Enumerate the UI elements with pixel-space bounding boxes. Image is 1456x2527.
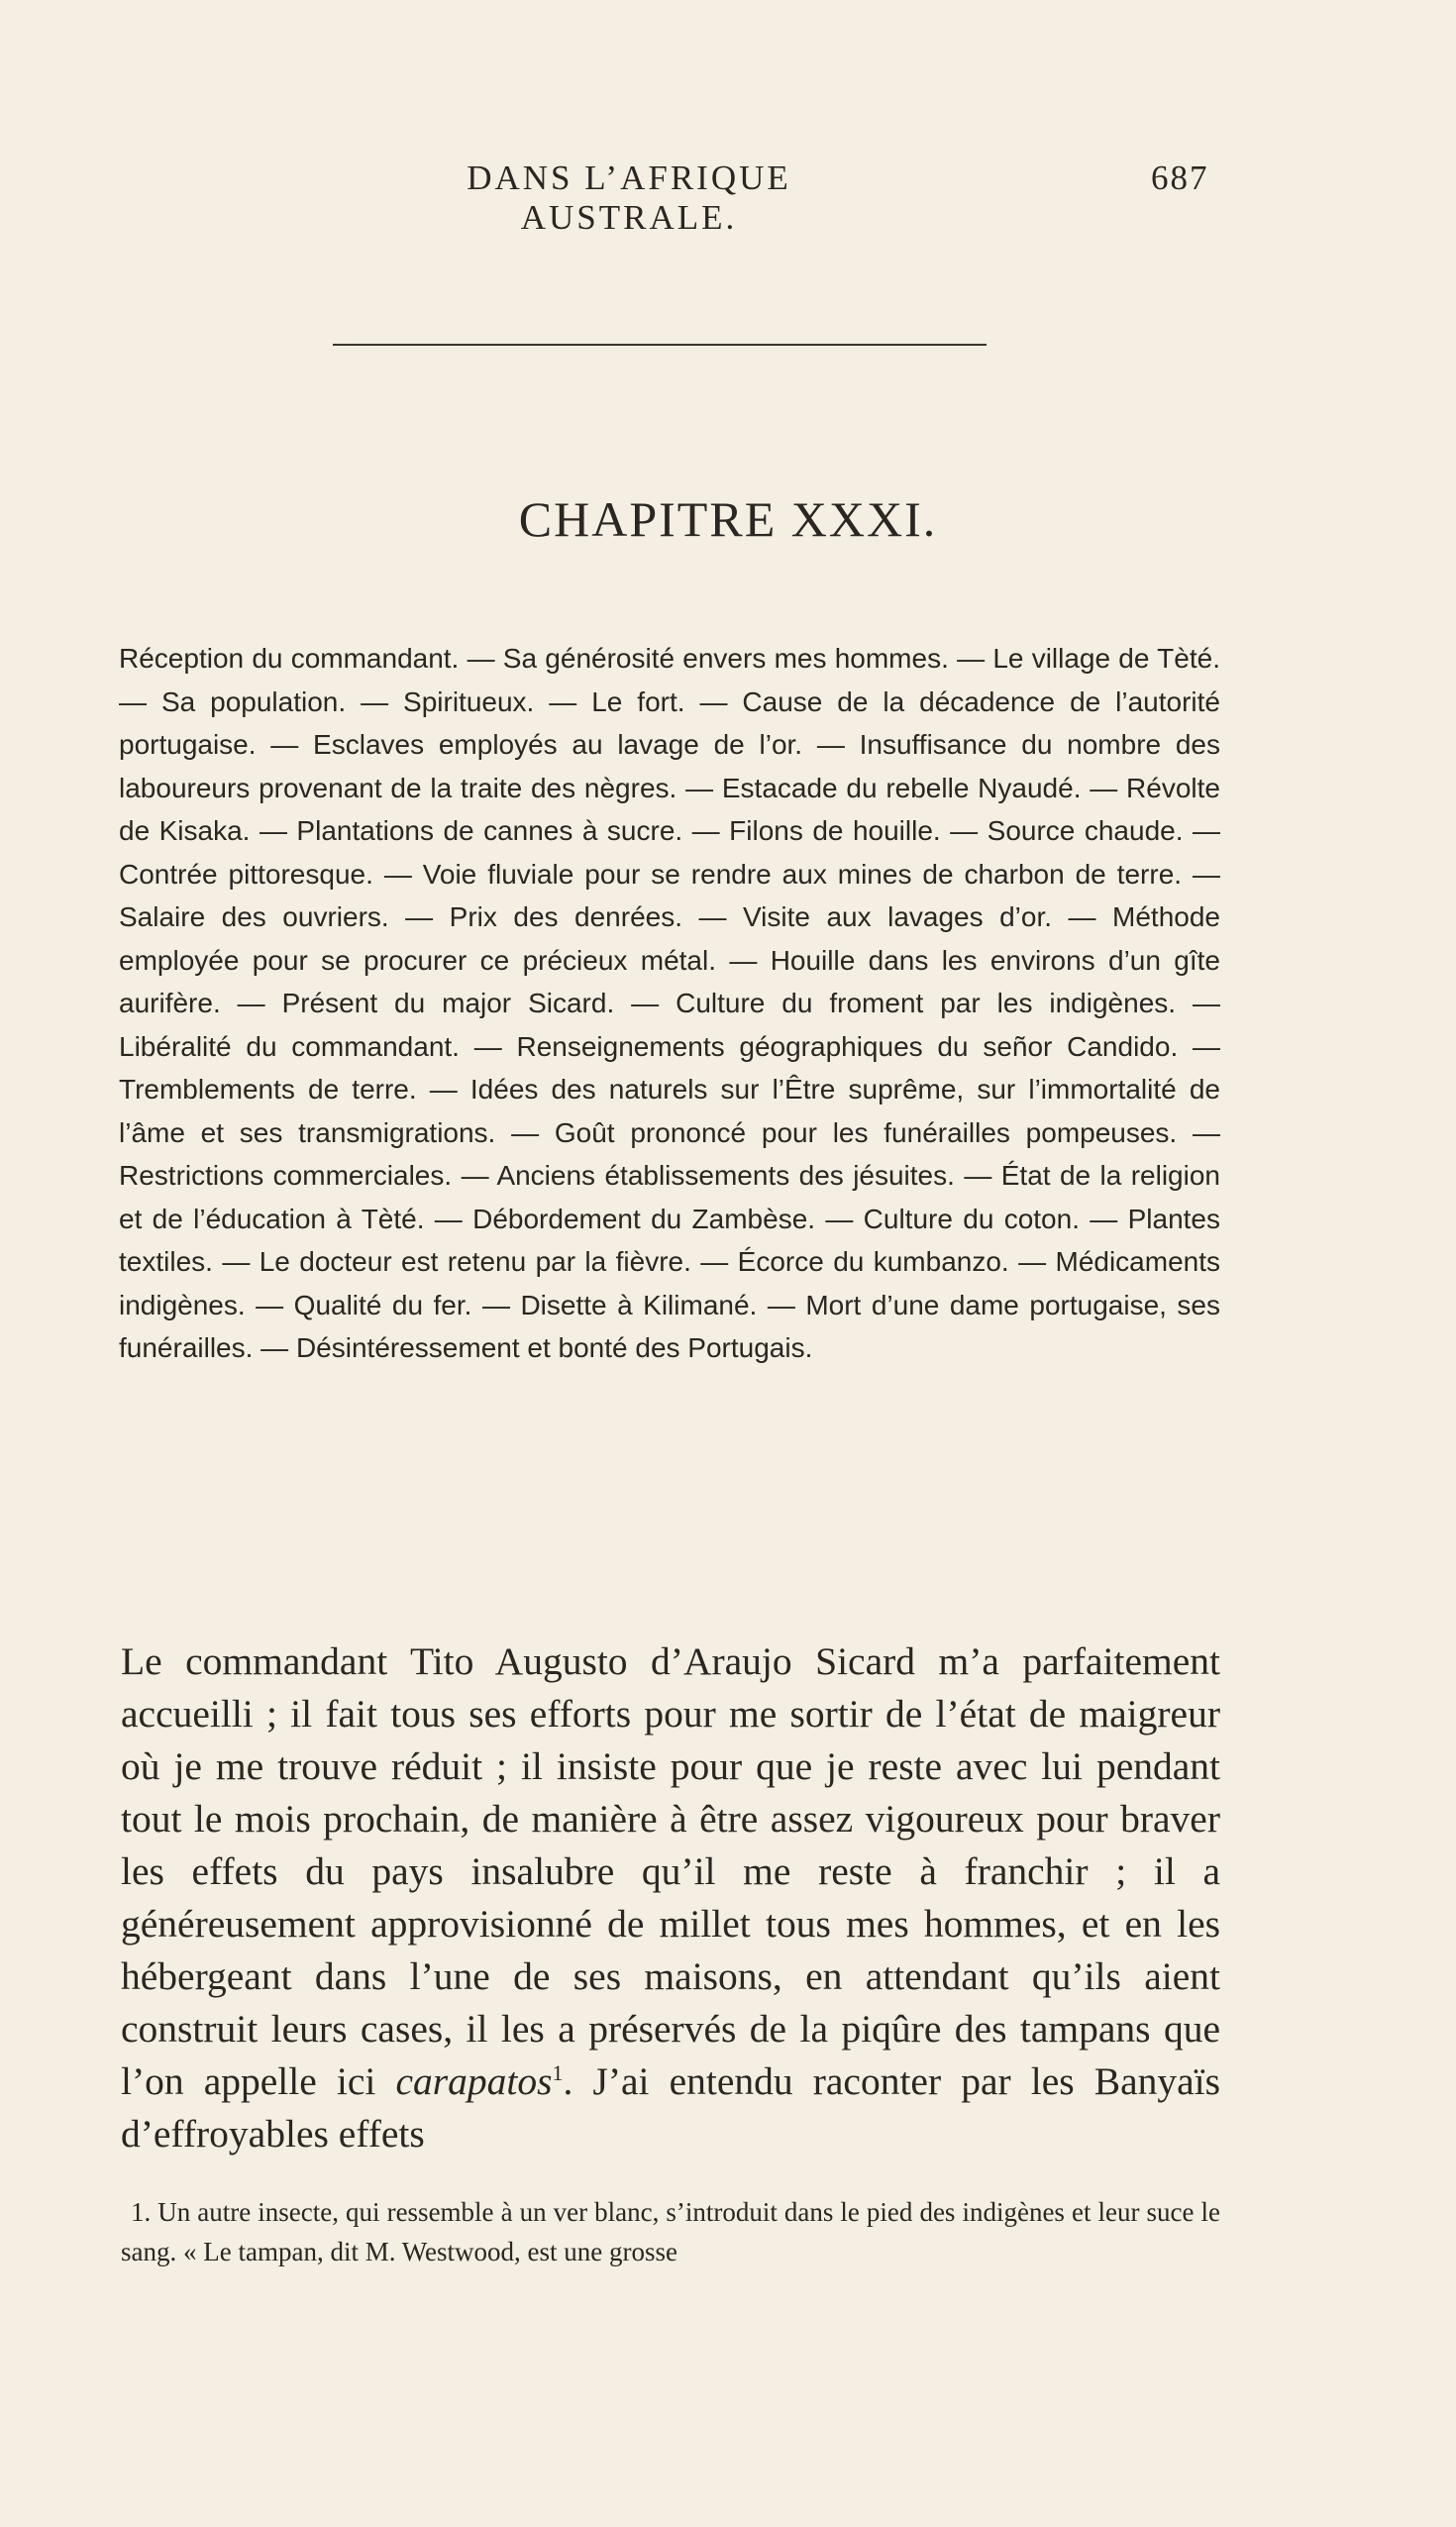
- body-paragraph: [121, 1635, 1220, 2160]
- chapter-title: CHAPITRE XXXI.: [518, 491, 938, 547]
- page-number: 687: [1151, 158, 1209, 197]
- body-text-end: . J’ai entendu raconter par les Banyaïs d’effroyables effets: [121, 2058, 1220, 2156]
- footnote-marker: 1: [552, 2059, 564, 2085]
- running-head: [0, 158, 1456, 237]
- running-title: DANS L’AFRIQUE AUSTRALE.: [467, 158, 791, 237]
- body-text-start: Le commandant Tito Augusto d’Araujo Sicard m’a parfaitement accueilli ; il fait tous ses efforts pour me sortir de l’état de maigreur où je me trouve réduit ; il insiste pour que je reste avec lui pendant tout le mois prochain, de manière à être assez vigoureux pour braver les effets du pays insalubre qu’il me reste à franchir ; il a généreusement approvisionné de millet tous mes hommes, et en les hébergeant dans l’une de ses maisons, en attendant qu’ils aient construit leurs cases, il les a préservés de la piqûre des tampans que l’on appelle ici: [121, 1638, 1220, 2103]
- italic-term: carapatos: [395, 2058, 553, 2103]
- chapter-divider-rule: [333, 344, 987, 346]
- footnote: 1. Un autre insecte, qui ressemble à un ver blanc, s’introduit dans le pied des indigènes et leur suce le sang. « Le tampan, dit M. Westwood, est une grosse: [121, 2197, 1220, 2266]
- chapter-summary: Réception du commandant. — Sa générosité envers mes hommes. — Le village de Tèté. — Sa population. — Spiritueux. — Le fort. — Cause de la décadence de l’autorité portugaise. — Esclaves employés au lavage de l’or. — Insuffisance du nombre des laboureurs provenant de la traite des nègres. — Estacade du rebelle Nyaudé. — Révolte de Kisaka. — Plantations de cannes à sucre. — Filons de houille. — Source chaude. — Contrée pittoresque. — Voie fluviale pour se rendre aux mines de charbon de terre. — Salaire des ouvriers. — Prix des denrées. — Visite aux lavages d’or. — Méthode employée pour se procurer ce précieux métal. — Houille dans les environs d’un gîte aurifère. — Présent du major Sicard. — Culture du froment par les indigènes. — Libéralité du commandant. — Renseignements géographiques du señor Candido. — Tremblements de terre. — Idées des naturels sur l’Être suprême, sur l’immortalité de l’âme et ses transmigrations. — Goût prononcé pour les funérailles pompeuses. — Restrictions commerciales. — Anciens établissements des jésuites. — État de la religion et de l’éducation à Tèté. — Débordement du Zambèse. — Culture du coton. — Plantes textiles. — Le docteur est retenu par la fièvre. — Écorce du kumbanzo. — Médicaments indigènes. — Qualité du fer. — Disette à Kilimané. — Mort d’une dame portugaise, ses funérailles. — Désintéressement et bonté des Portugais.: [119, 643, 1220, 1363]
